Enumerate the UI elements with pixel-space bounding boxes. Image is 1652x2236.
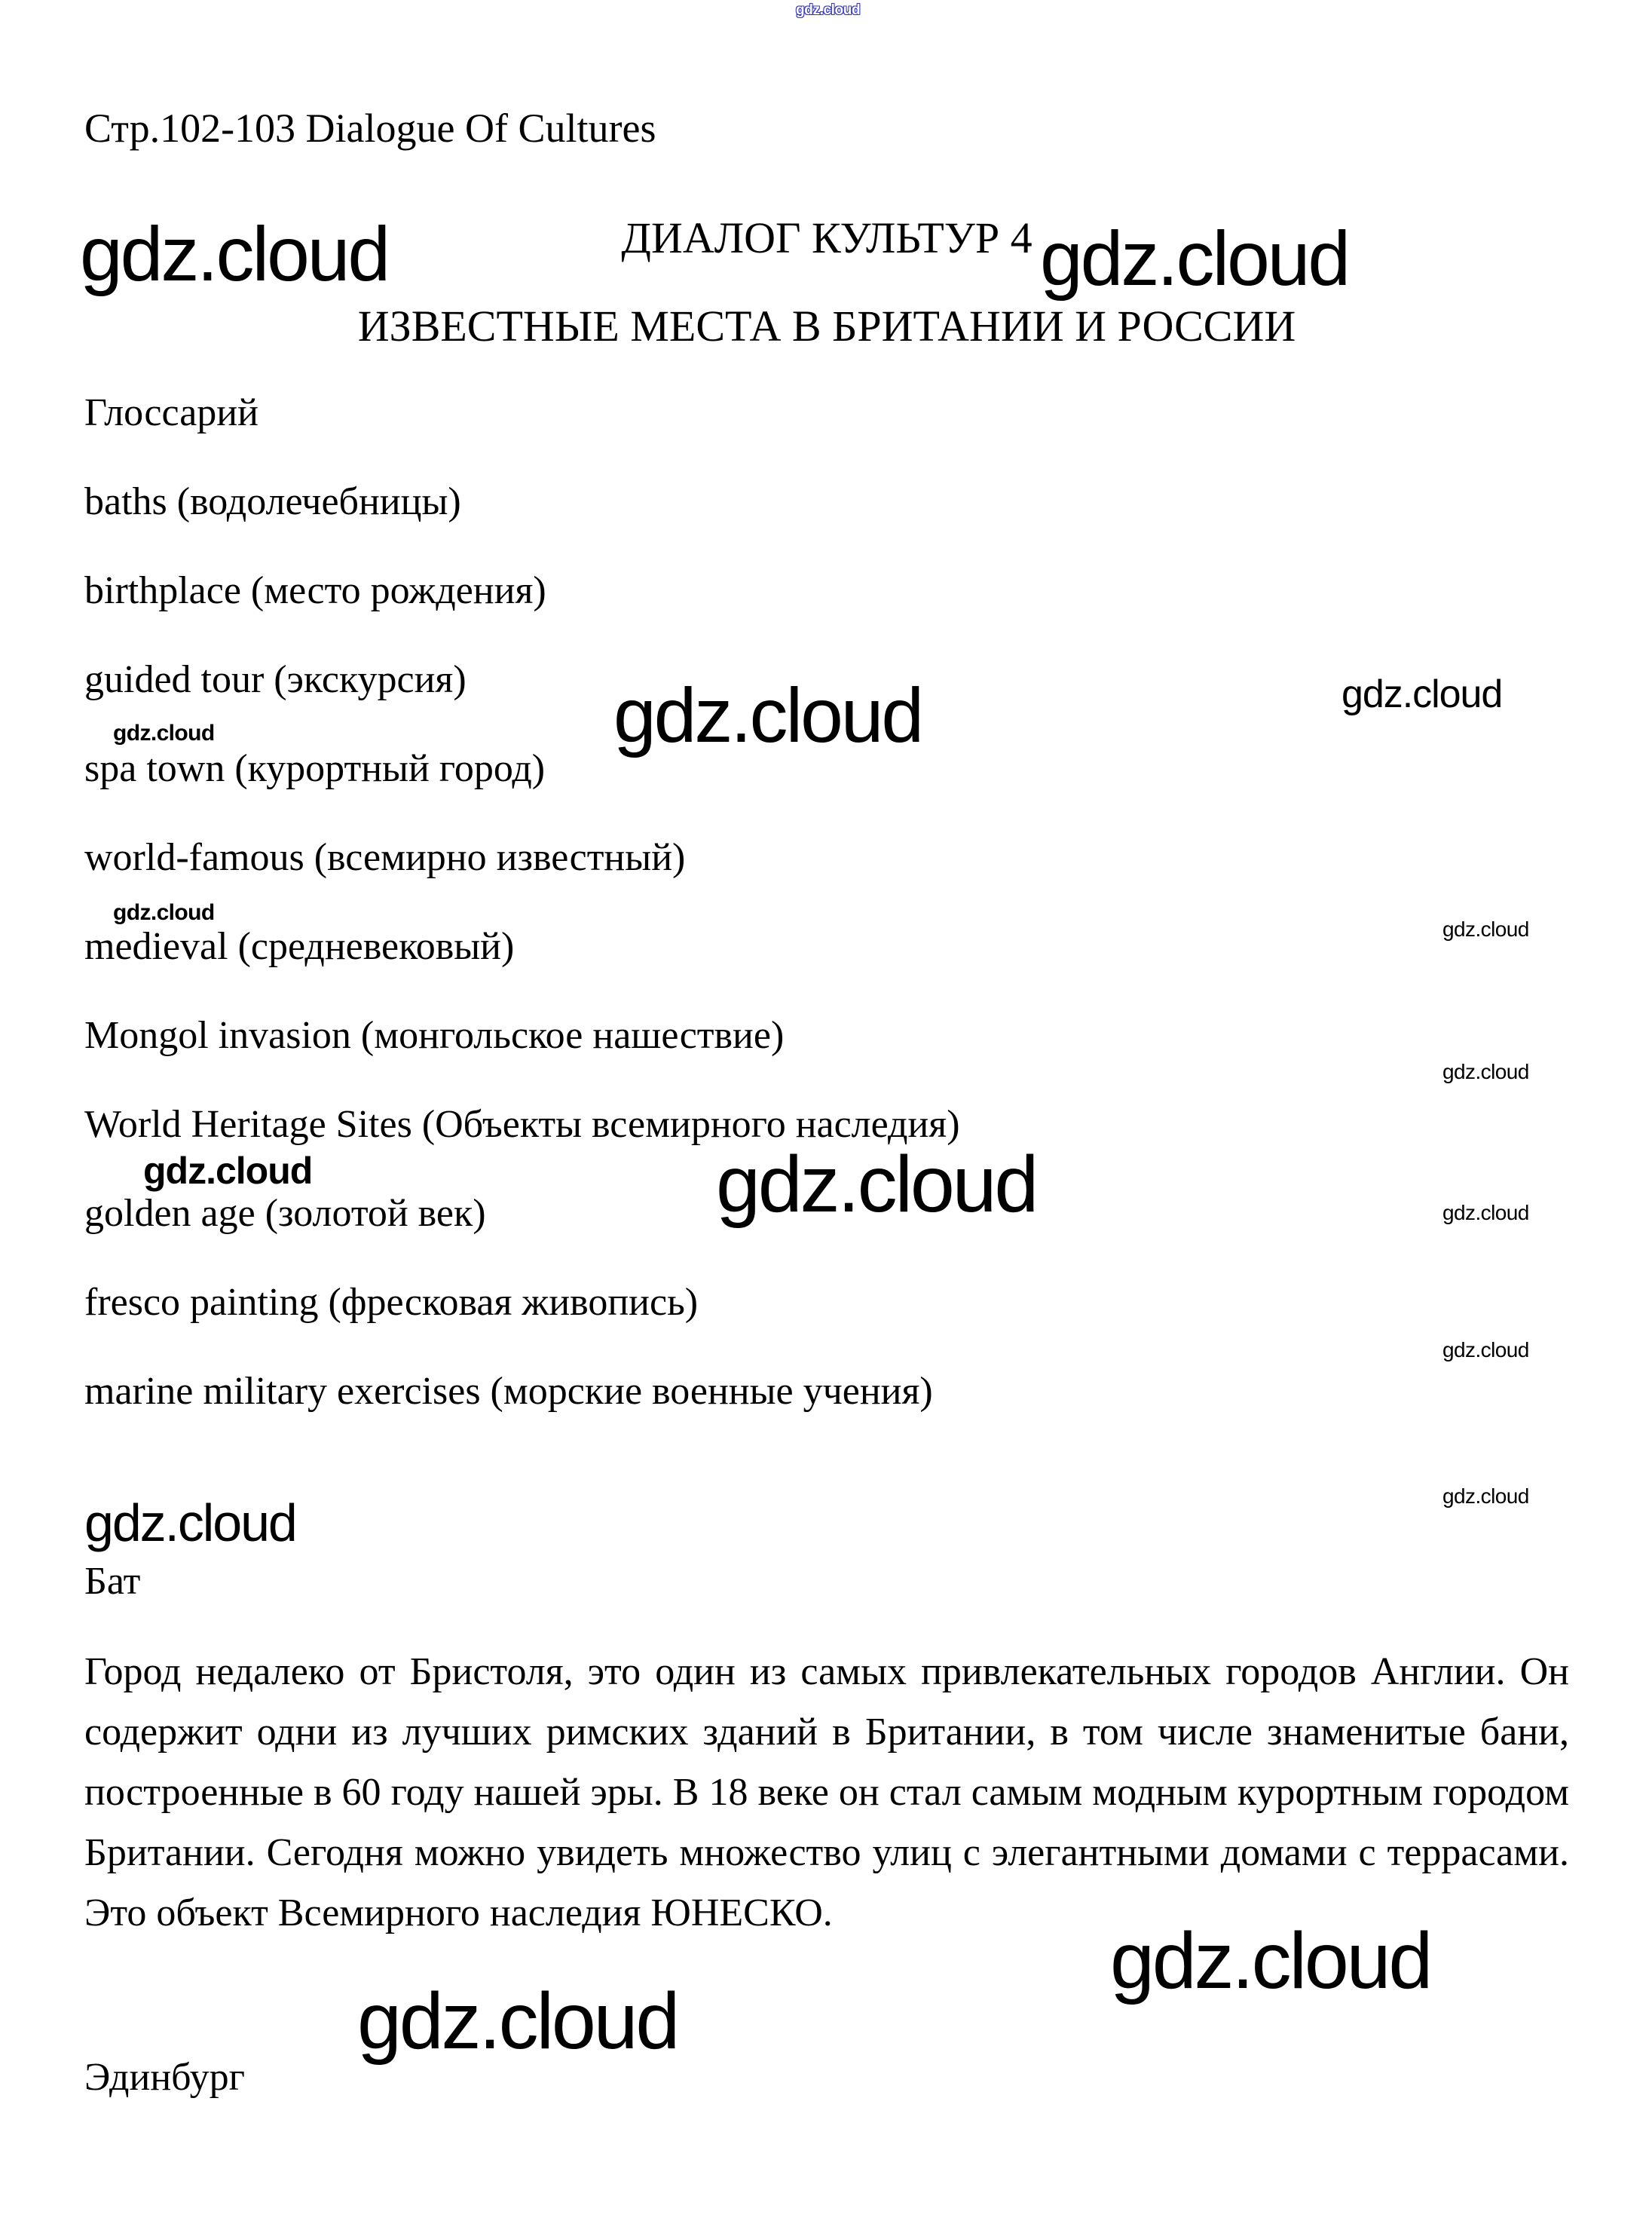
glossary-item-golden-age: golden age (золотой век) [84, 1192, 486, 1235]
gdz-cloud-watermark: gdz.cloud [80, 211, 389, 297]
gdz-cloud-watermark: gdz.cloud [1442, 1338, 1529, 1362]
gdz-cloud-watermark: gdz.cloud [113, 900, 215, 925]
section-paragraph-bath: Город недалеко от Бристоля, это один из самых привлекательных городов Англии. Он содержит одни из лучших римских зданий в Британии, в том числе знаменитые бани, построенные в 60 году нашей эры. В 18 веке он стал самым модным курортным городом Британии. Сегодня можно увидеть множество улиц с элегантными домами с террасами. Это объект Всемирного наследия ЮНЕСКО. [84, 1650, 1569, 1934]
page-subtitle: ИЗВЕСТНЫЕ МЕСТА В БРИТАНИИ И РОССИИ [357, 302, 1296, 351]
glossary-item-baths: baths (водолечебницы) [84, 480, 461, 523]
page-header: Стр.102-103 Dialogue Of Cultures [84, 106, 656, 151]
section-heading-bath: Бат [84, 1560, 141, 1603]
gdz-cloud-watermark: gdz.cloud [613, 672, 922, 758]
gdz-cloud-watermark: gdz.cloud [1442, 1201, 1529, 1224]
gdz-cloud-watermark: gdz.cloud [357, 1977, 678, 2066]
glossary-item-mongol-invasion: Mongol invasion (монгольское нашествие) [84, 1014, 785, 1057]
gdz-cloud-watermark: gdz.cloud [1040, 216, 1349, 302]
page-title: ДИАЛОГ КУЛЬТУР 4 [621, 213, 1032, 262]
glossary-item-world-heritage-sites: World Heritage Sites (Объекты всемирного наследия) [84, 1103, 960, 1146]
glossary-item-spa-town: spa town (курортный город) [84, 747, 546, 790]
gdz-cloud-watermark: gdz.cloud [113, 721, 215, 746]
glossary-heading: Глоссарий [84, 391, 259, 434]
gdz-cloud-watermark: gdz.cloud [143, 1150, 313, 1192]
gdz-cloud-watermark: gdz.cloud [1341, 672, 1503, 716]
gdz-cloud-watermark: gdz.cloud [1442, 917, 1529, 941]
glossary-item-birthplace: birthplace (место рождения) [84, 569, 546, 612]
glossary-item-guided-tour: guided tour (экскурсия) [84, 658, 467, 701]
gdz-cloud-watermark: gdz.cloud [1442, 1484, 1529, 1508]
gdz-cloud-watermark: gdz.cloud [716, 1140, 1037, 1229]
glossary-item-medieval: medieval (средневековый) [84, 925, 515, 968]
glossary-item-fresco-painting: fresco painting (фресковая живопись) [84, 1281, 699, 1324]
gdz-cloud-watermark-top-blue: gdz.cloud [796, 2, 861, 18]
section-heading-edinburgh: Эдинбург [84, 2056, 245, 2099]
glossary-item-marine-military-exercises: marine military exercises (морские военные учения) [84, 1370, 933, 1413]
gdz-cloud-watermark: gdz.cloud [1442, 1060, 1529, 1083]
glossary-item-world-famous: world-famous (всемирно известный) [84, 836, 686, 879]
gdz-cloud-watermark: gdz.cloud [84, 1493, 296, 1552]
gdz-cloud-watermark: gdz.cloud [1110, 1916, 1431, 2005]
